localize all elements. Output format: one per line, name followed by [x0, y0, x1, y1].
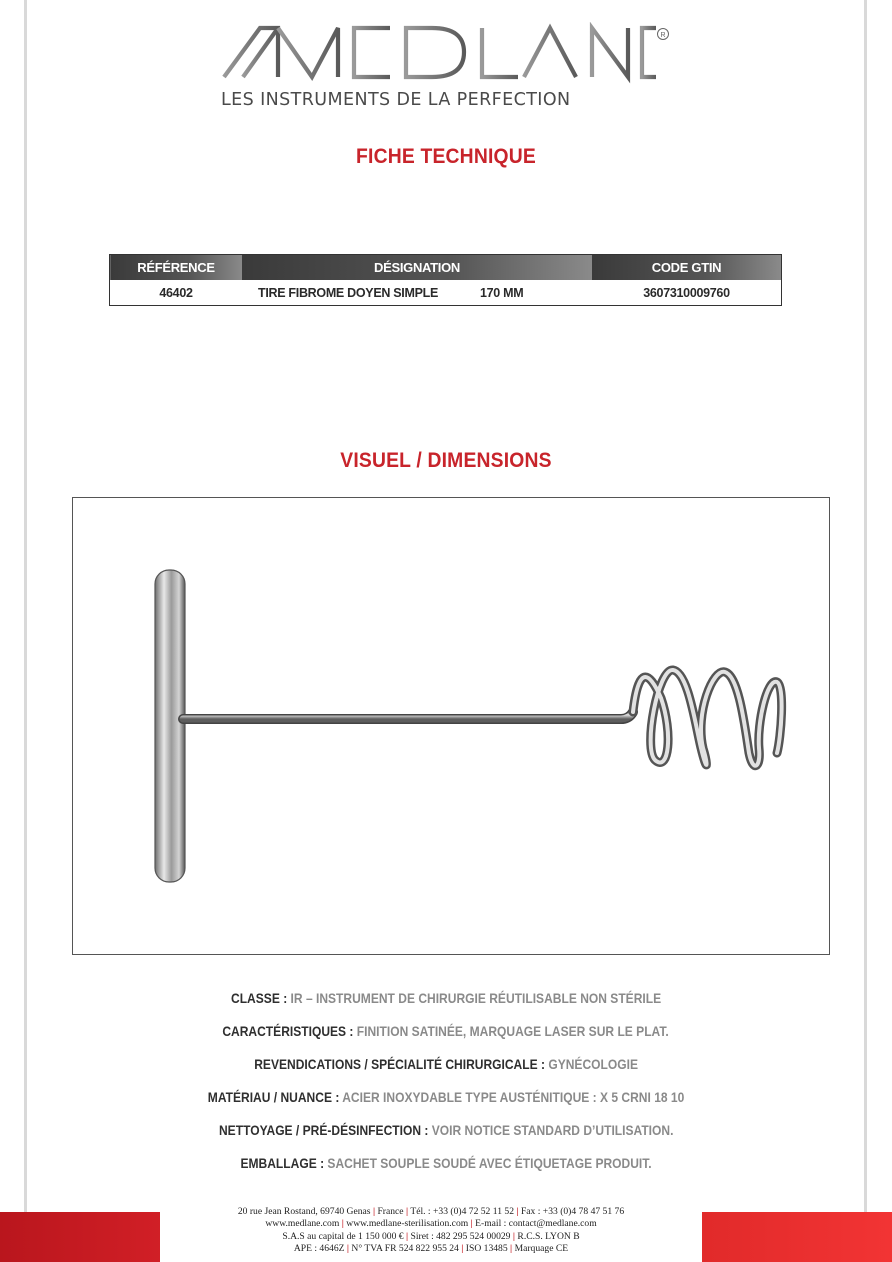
footer-tva: N° TVA FR 524 822 955 24 — [351, 1243, 459, 1255]
footer-red-bar-left — [0, 1212, 160, 1262]
footer-address: 20 rue Jean Rostand, 69740 Genas — [237, 1206, 371, 1217]
fiche-technique-title: FICHE TECHNIQUE — [356, 145, 536, 168]
footer-ce: Marquage CE — [514, 1243, 569, 1255]
brand-tagline: LES INSTRUMENTS DE LA PERFECTION — [221, 90, 571, 110]
footer-ape: APE : 4646Z — [293, 1243, 345, 1255]
spec-value: IR – INSTRUMENT DE CHIRURGIE RÉUTILISABLE NON STÉRILE — [290, 990, 662, 1006]
spec-revendications — [0, 1051, 892, 1084]
footer-siret: Siret : 482 295 524 00029 — [410, 1230, 511, 1242]
spec-value: FINITION SATINÉE, MARQUAGE LASER SUR LE PLAT. — [357, 1023, 670, 1039]
footer-rcs: R.C.S. LYON B — [517, 1230, 580, 1242]
header-reference: RÉFÉRENCE — [110, 255, 243, 281]
svg-text:R: R — [660, 32, 666, 39]
footer-line-2: www.medlane.com | www.medlane-sterilisation.com | E-mail : contact@medlane.com — [265, 1218, 597, 1230]
spec-value: ACIER INOXYDABLE TYPE AUSTÉNITIQUE : X 5 CRNI 18 10 — [342, 1089, 685, 1105]
spec-nettoyage — [0, 1117, 892, 1150]
header-gtin: CODE GTIN — [592, 255, 782, 281]
footer-red-bar-right — [702, 1212, 892, 1262]
designation-name: TIRE FIBROME DOYEN SIMPLE — [257, 285, 438, 300]
spec-value: GYNÉCOLOGIE — [548, 1056, 638, 1072]
reference-table — [109, 254, 782, 306]
footer-line-4: APE : 4646Z | N° TVA FR 524 822 955 24 | ISO 13485 | Marquage CE — [293, 1243, 569, 1255]
spec-caracteristiques — [0, 1018, 892, 1051]
cell-reference: 46402 — [159, 285, 193, 300]
product-visual-box — [72, 497, 830, 955]
visuel-dimensions-title: VISUEL / DIMENSIONS — [340, 449, 552, 472]
table-row — [110, 280, 782, 306]
spec-value: SACHET SOUPLE SOUDÉ AVEC ÉTIQUETAGE PRODUIT. — [327, 1155, 652, 1171]
medlane-logo-icon — [220, 22, 672, 84]
footer-tel: Tél. : +33 (0)4 72 52 11 52 — [410, 1206, 514, 1217]
footer-contact — [160, 1206, 702, 1256]
spec-classe — [0, 985, 892, 1018]
spec-emballage — [0, 1150, 892, 1183]
footer-line-1: 20 rue Jean Rostand, 69740 Genas | France | Tél. : +33 (0)4 72 52 11 52 | Fax : +33 (0)4 78 47 51 76 — [237, 1206, 625, 1217]
spec-key: MATÉRIAU / NUANCE : — [207, 1089, 343, 1105]
spec-value: VOIR NOTICE STANDARD D’UTILISATION. — [431, 1122, 674, 1138]
footer-line-3: S.A.S au capital de 1 150 000 € | Siret : 482 295 524 00029 | R.C.S. LYON B — [282, 1230, 580, 1242]
spec-key: NETTOYAGE / PRÉ-DÉSINFECTION : — [218, 1122, 432, 1138]
specifications-list — [0, 985, 892, 1183]
footer-capital: S.A.S au capital de 1 150 000 € — [282, 1230, 404, 1242]
designation-size: 170 MM — [480, 285, 524, 300]
footer-country: France — [377, 1206, 404, 1217]
cell-gtin: 3607310009760 — [643, 285, 730, 300]
spec-key: CARACTÉRISTIQUES : — [222, 1023, 358, 1039]
tire-fibrome-instrument-icon — [73, 498, 828, 953]
registered-mark-icon — [656, 27, 670, 41]
spec-key: REVENDICATIONS / SPÉCIALITÉ CHIRURGICALE : — [254, 1056, 549, 1072]
spec-key: CLASSE : — [230, 990, 291, 1006]
header-designation: DÉSIGNATION — [242, 255, 592, 281]
cell-designation — [242, 280, 592, 306]
footer-fax: Fax : +33 (0)4 78 47 51 76 — [520, 1206, 625, 1217]
footer-iso: ISO 13485 — [465, 1243, 508, 1255]
footer-web-link-sterilisation[interactable]: www.medlane-sterilisation.com — [346, 1218, 469, 1230]
spec-materiau — [0, 1084, 892, 1117]
spec-key: EMBALLAGE : — [240, 1155, 328, 1171]
footer-web-link[interactable]: www.medlane.com — [265, 1218, 340, 1230]
table-header-row — [110, 255, 782, 281]
footer-email[interactable]: E-mail : contact@medlane.com — [475, 1218, 597, 1230]
